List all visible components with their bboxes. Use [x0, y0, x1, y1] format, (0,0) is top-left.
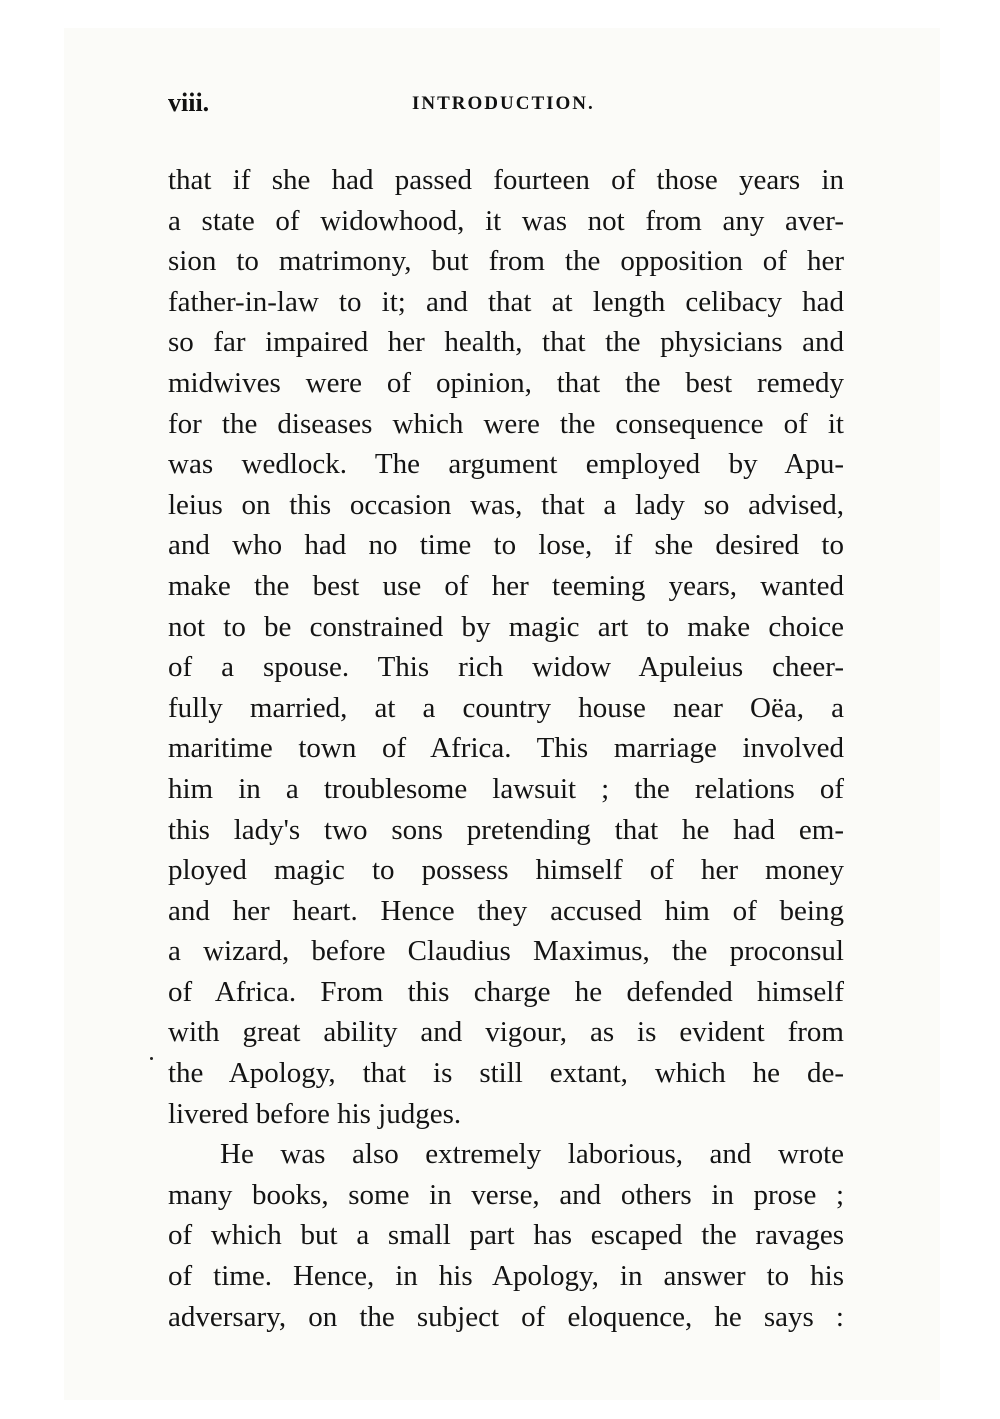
paragraph-1: [168, 160, 844, 1134]
text-line: so far impaired her health, that the physicians and: [168, 326, 844, 359]
text-line: and her heart. Hence they accused him of being: [168, 894, 844, 927]
text-line: sion to matrimony, but from the opposition of her: [168, 245, 844, 278]
text-line: of which but a small part has escaped the ravages: [168, 1219, 844, 1252]
text-line: midwives were of opinion, that the best remedy: [168, 366, 844, 399]
margin-dot: [150, 1057, 153, 1060]
page-header: [168, 88, 848, 118]
text-line: fully married, at a country house near Oëa, a: [168, 691, 844, 724]
text-line: and who had no time to lose, if she desired to: [168, 529, 844, 562]
text-line: a state of widowhood, it was not from any aver-: [168, 204, 844, 237]
text-line: adversary, on the subject of eloquence, he says :: [168, 1300, 844, 1333]
page-number: viii.: [168, 88, 210, 117]
text-line: that if she had passed fourteen of those years in: [168, 164, 844, 196]
text-line: livered before his judges.: [168, 1097, 462, 1130]
text-line: not to be constrained by magic art to make choice: [168, 610, 844, 643]
text-line: make the best use of her teeming years, wanted: [168, 569, 844, 602]
text-line: of time. Hence, in his Apology, in answer to his: [168, 1260, 844, 1293]
text-line: many books, some in verse, and others in prose ;: [168, 1178, 844, 1211]
text-line: for the diseases which were the consequence of it: [168, 407, 844, 440]
text-line: of a spouse. This rich widow Apuleius cheer-: [168, 651, 844, 684]
running-title: INTRODUCTION.: [412, 93, 595, 114]
text-line: this lady's two sons pretending that he had em-: [168, 813, 844, 846]
text-line: ployed magic to possess himself of her money: [168, 854, 844, 887]
paragraph-2: [168, 1134, 844, 1337]
text-line: He was also extremely laborious, and wrote: [220, 1138, 844, 1171]
text-line: the Apology, that is still extant, which he de-: [168, 1057, 844, 1090]
text-line: maritime town of Africa. This marriage involved: [168, 732, 844, 765]
text-line: him in a troublesome lawsuit ; the relations of: [168, 772, 844, 805]
text-line: a wizard, before Claudius Maximus, the proconsul: [168, 935, 844, 968]
text-line: leius on this occasion was, that a lady so advised,: [168, 488, 844, 521]
text-line: with great ability and vigour, as is evident from: [168, 1016, 844, 1049]
text-line: father-in-law to it; and that at length celibacy had: [168, 285, 844, 318]
text-line: was wedlock. The argument employed by Apu-: [168, 448, 844, 481]
body-text: [168, 160, 844, 1337]
text-line: of Africa. From this charge he defended himself: [168, 975, 844, 1008]
